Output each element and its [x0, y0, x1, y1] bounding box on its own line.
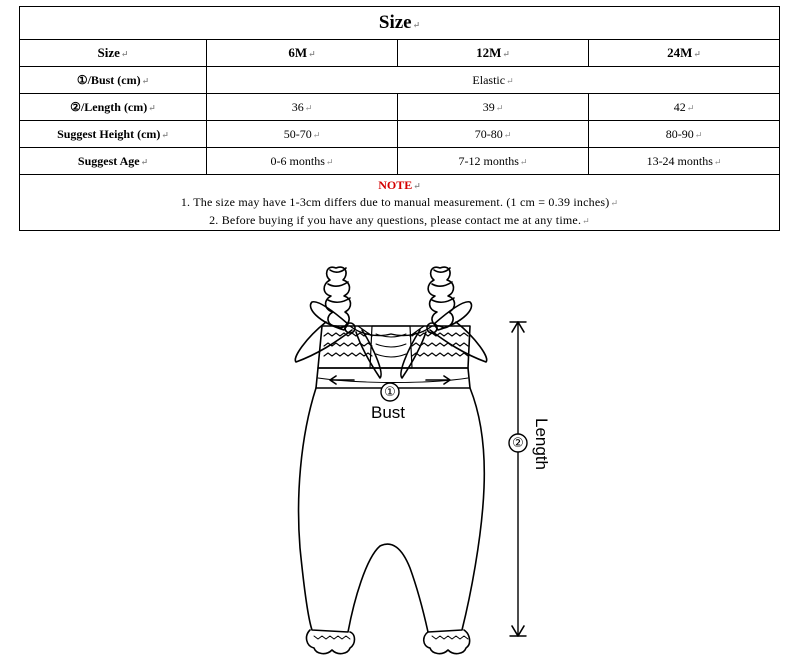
table-row: [20, 121, 780, 148]
height-12m: 70-80↵: [398, 121, 589, 148]
age-24m: 13-24 months↵: [589, 148, 780, 175]
table-title: Size↵: [20, 7, 780, 40]
note-section: [20, 175, 780, 231]
height-6m: 50-70↵: [207, 121, 398, 148]
age-12m: 7-12 months↵: [398, 148, 589, 175]
height-24m: 80-90↵: [589, 121, 780, 148]
left-bow: [295, 302, 381, 378]
age-6m: 0-6 months↵: [207, 148, 398, 175]
arrow-left-icon: [330, 376, 354, 384]
arrow-right-icon: [426, 376, 450, 384]
length-label: Length: [532, 418, 551, 470]
length-marker: ②: [512, 435, 524, 450]
note-title: NOTE↵: [378, 178, 421, 192]
table-row: [20, 148, 780, 175]
left-strap: [324, 267, 350, 328]
bust-marker: ①: [384, 384, 396, 399]
left-leg-ruffle: [307, 630, 355, 654]
header-size: Size↵: [20, 40, 207, 67]
right-strap: [428, 267, 454, 328]
romper-diagram: [0, 238, 800, 664]
header-24m: 24M↵: [589, 40, 780, 67]
header-6m: 6M↵: [207, 40, 398, 67]
length-24m: 42↵: [589, 94, 780, 121]
bust-value: Elastic↵: [207, 67, 780, 94]
length-6m: 36↵: [207, 94, 398, 121]
note-line-2: 2. Before buying if you have any questions, please contact me at any time.↵: [209, 213, 590, 227]
header-12m: 12M↵: [398, 40, 589, 67]
row-label-bust: ①/Bust (cm)↵: [20, 67, 207, 94]
length-12m: 39↵: [398, 94, 589, 121]
size-chart-table: [19, 6, 780, 231]
table-row: [20, 94, 780, 121]
bust-label: Bust: [370, 403, 406, 422]
table-row: [20, 67, 780, 94]
row-label-height: Suggest Height (cm)↵: [20, 121, 207, 148]
note-line-1: 1. The size may have 1-3cm differs due to manual measurement. (1 cm = 0.39 inches)↵: [180, 195, 619, 209]
row-label-age: Suggest Age↵: [20, 148, 207, 175]
right-bow: [401, 302, 487, 378]
right-leg-ruffle: [424, 630, 470, 654]
row-label-length: ②/Length (cm)↵: [20, 94, 207, 121]
